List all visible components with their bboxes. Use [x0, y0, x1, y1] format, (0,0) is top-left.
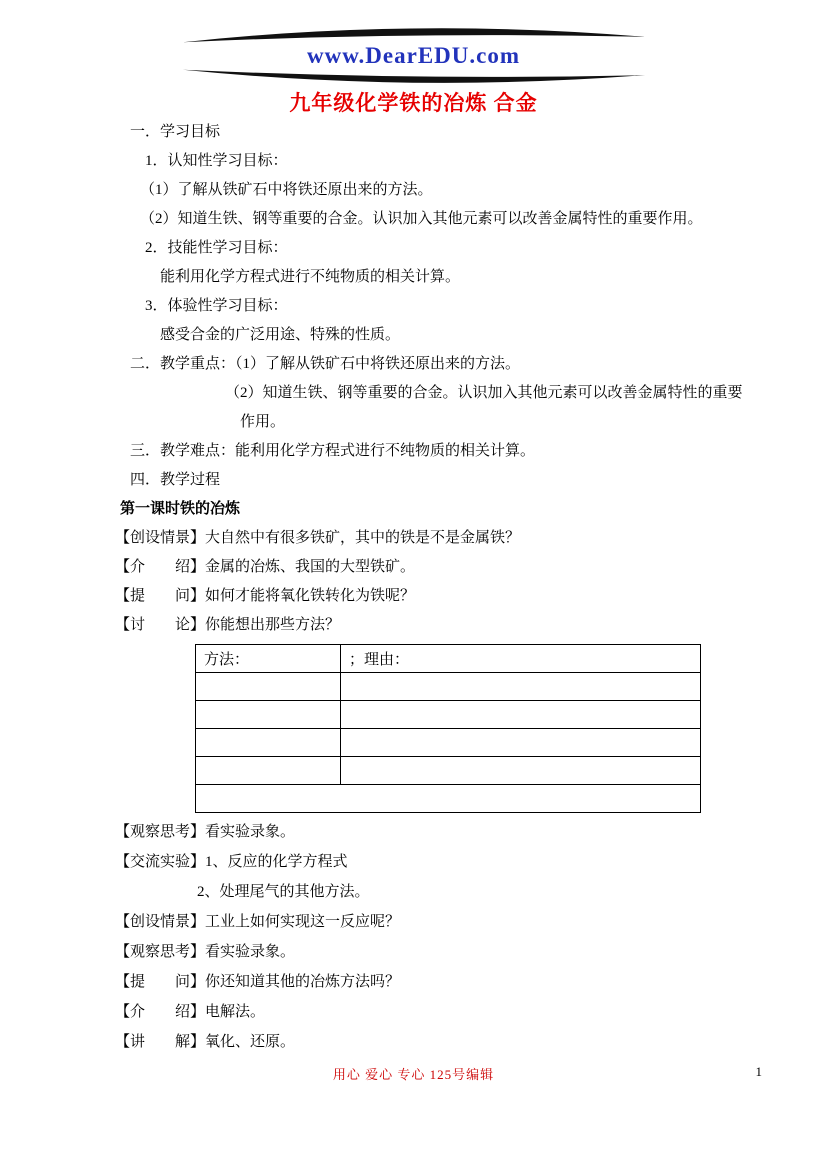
doc-line: 【观察思考】看实验录象。: [115, 824, 296, 840]
page-footer: [0, 1064, 827, 1083]
doc-line: 【讲 解】氧化、还原。: [115, 1034, 296, 1050]
doc-line: 【介 绍】电解法。: [115, 1004, 266, 1020]
section-heading-2: 二．教学重点：（1）了解从铁矿石中将铁还原出来的方法。: [130, 356, 521, 372]
doc-line: 【交流实验】1、反应的化学方程式: [115, 854, 348, 870]
table-row: [196, 757, 701, 785]
section-heading-4: 四．教学过程: [130, 472, 221, 488]
table-cell-method: [196, 673, 341, 701]
doc-line: 【创设情景】工业上如何实现这一反应呢？: [115, 914, 401, 930]
footer-slogan: 用心 爱心 专心 125号编辑: [332, 1067, 495, 1082]
doc-line: （1）了解从铁矿石中将铁还原出来的方法。: [140, 182, 433, 198]
logo-swoosh-bottom-icon: [154, 68, 674, 84]
doc-line: （2）知道生铁、钢等重要的合金。认识加入其他元素可以改善金属特性的重要: [225, 385, 743, 401]
table-cell-method: [196, 757, 341, 785]
table-cell-method: [196, 701, 341, 729]
methods-reasons-table: [195, 644, 701, 813]
section-heading-3: 三．教学难点：能利用化学方程式进行不纯物质的相关计算。: [130, 443, 536, 459]
table-cell-full-width: [196, 785, 701, 813]
doc-line: 【讨 论】你能想出那些方法？: [115, 617, 341, 633]
doc-line: 作用。: [240, 414, 286, 430]
table-cell-method: [196, 729, 341, 757]
table-cell-reason: [341, 757, 701, 785]
doc-line: 【提 问】如何才能将氧化铁转化为铁呢？: [115, 588, 416, 604]
doc-line: 【提 问】你还知道其他的冶炼方法吗？: [115, 974, 401, 990]
table-cell-reason: [341, 673, 701, 701]
logo-swoosh-top-icon: [154, 28, 674, 44]
doc-line: 能利用化学方程式进行不纯物质的相关计算。: [160, 269, 461, 285]
table-header-method: 方法：: [196, 645, 341, 673]
section-heading-1: 一．学习目标: [130, 124, 221, 140]
doc-line: 1．认知性学习目标：: [145, 153, 288, 169]
table-cell-reason: [341, 701, 701, 729]
doc-line: 2．技能性学习目标：: [145, 240, 288, 256]
dearedu-logo: [154, 28, 674, 84]
doc-line: 【创设情景】大自然中有很多铁矿，其中的铁是不是金属铁？: [115, 530, 521, 546]
table-header-reason: ；理由：: [341, 645, 701, 673]
doc-line: 【介 绍】金属的冶炼、我国的大型铁矿。: [115, 559, 416, 575]
table-row: [196, 673, 701, 701]
doc-line: 2、处理尾气的其他方法。: [197, 884, 370, 900]
doc-line: 【观察思考】看实验录象。: [115, 944, 296, 960]
page-number: 1: [755, 1064, 762, 1079]
doc-line: 感受合金的广泛用途、特殊的性质。: [160, 327, 401, 343]
table-row: [196, 729, 701, 757]
table-row: [196, 701, 701, 729]
page-title: 九年级化学铁的冶炼 合金: [289, 91, 538, 115]
table-row: [196, 785, 701, 813]
document-body: [0, 118, 827, 1057]
table-header-row: [196, 645, 701, 673]
logo-text: www.DearEDU.com: [306, 43, 520, 68]
table-cell-reason: [341, 729, 701, 757]
lesson-title: 第一课时铁的冶炼: [120, 501, 241, 517]
doc-line: 3．体验性学习目标：: [145, 298, 288, 314]
doc-line: （2）知道生铁、钢等重要的合金。认识加入其他元素可以改善金属特性的重要作用。: [140, 211, 703, 227]
